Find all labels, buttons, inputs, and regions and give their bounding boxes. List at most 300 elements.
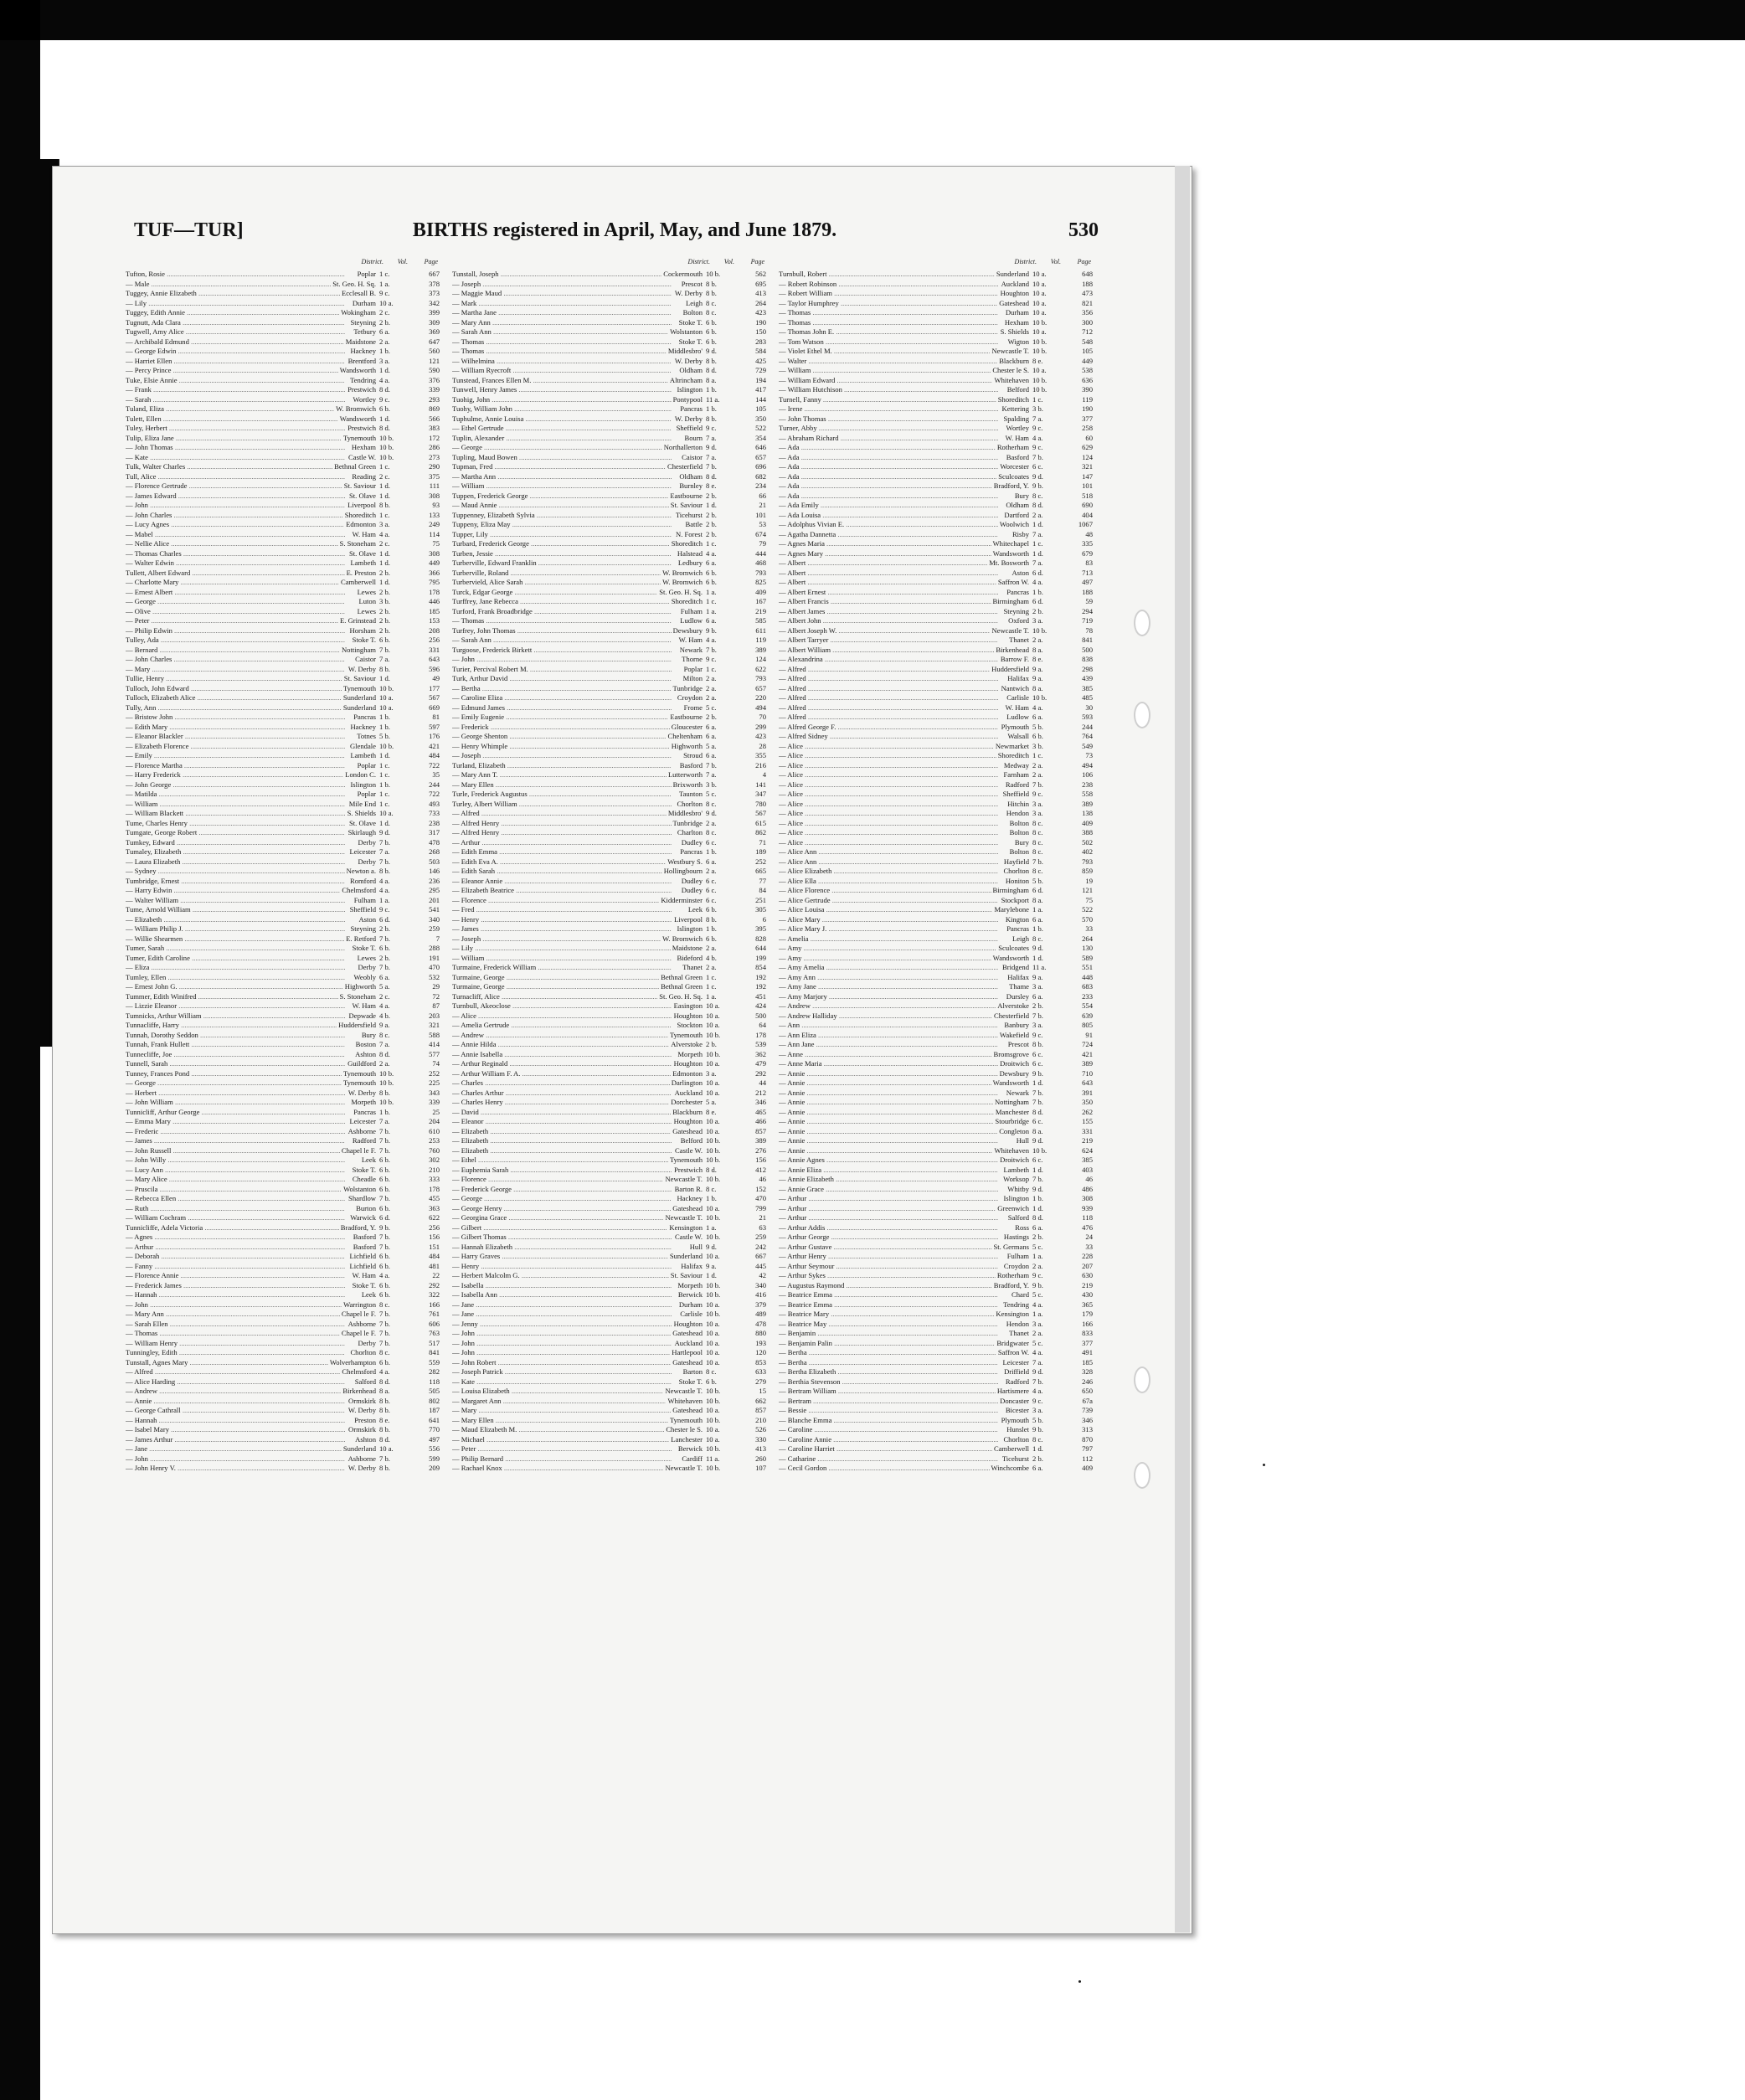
entry-volume: 2 a. — [706, 944, 717, 952]
entry-volume: 4 a. — [379, 886, 390, 894]
index-entry — [126, 877, 440, 887]
entry-page: 485 — [1082, 693, 1093, 702]
index-entry — [126, 674, 440, 684]
entry-district: Houghton — [673, 1117, 703, 1125]
entry-district: Stockport — [1001, 895, 1029, 904]
entry-district: Prestwich — [347, 385, 376, 394]
entry-volume: 11 a. — [706, 1454, 720, 1463]
entry-name: — Albert ..... — [779, 578, 998, 588]
entry-page: 79 — [759, 539, 766, 548]
entry-name: — Frederick James ..... — [126, 1281, 345, 1291]
index-entry — [779, 992, 1093, 1002]
entry-volume: 2 a. — [706, 683, 717, 692]
entry-page: 538 — [1082, 366, 1093, 374]
entry-district: Sculcoates — [998, 471, 1029, 481]
entry-district: Romford — [349, 876, 376, 885]
index-entry — [779, 723, 1093, 733]
index-entry — [452, 1387, 766, 1397]
entry-district: S. Shields — [347, 809, 376, 817]
entry-name: — Alice ..... — [779, 838, 998, 848]
entry-name: — Alice Harding ..... — [126, 1377, 345, 1387]
entry-name: — Bertha ..... — [779, 1348, 998, 1358]
entry-volume: 4 a. — [379, 876, 390, 885]
entry-name: — Elizabeth ..... — [452, 1127, 672, 1137]
entry-district: W. Ham — [1005, 433, 1029, 442]
entry-volume: 9 c. — [379, 394, 390, 404]
entry-district: W. Bromwich — [662, 934, 703, 943]
entry-volume: 2 a. — [379, 1059, 390, 1068]
entry-page: 413 — [755, 1444, 766, 1453]
index-entry — [452, 1069, 766, 1079]
entry-page: 189 — [755, 847, 766, 856]
index-entry — [126, 1387, 440, 1397]
entry-name: — Thomas ..... — [452, 337, 672, 347]
vol-header: Vol. — [723, 258, 734, 265]
index-entry — [779, 337, 1093, 347]
entry-volume: 10 a. — [706, 1338, 720, 1347]
index-entry — [779, 357, 1093, 367]
index-entry — [779, 780, 1093, 790]
entry-district: Radford — [1005, 780, 1029, 789]
entry-page: 724 — [1082, 1040, 1093, 1048]
index-entry — [452, 886, 766, 896]
entry-page: 212 — [755, 1088, 766, 1097]
entry-page: 383 — [429, 424, 440, 432]
entry-district: Gateshead — [672, 1203, 703, 1212]
entry-page: 478 — [429, 837, 440, 847]
entry-name: — Joseph Patrick ..... — [452, 1367, 672, 1377]
entry-name: — Arthur ..... — [779, 1204, 998, 1214]
entry-name: — Bertram ..... — [779, 1397, 998, 1407]
entry-district: Sunderland — [669, 1252, 703, 1260]
entry-district: Gateshead — [672, 1406, 703, 1414]
entry-district: Islington — [677, 924, 703, 933]
entry-page: 192 — [755, 972, 766, 981]
index-entry — [126, 270, 440, 280]
film-speck — [1078, 1980, 1081, 1983]
entry-name: — Gilbert ..... — [452, 1223, 672, 1233]
entry-name: — Rebecca Ellen ..... — [126, 1194, 345, 1204]
entry-district: Oldham — [1006, 501, 1029, 509]
entry-page: 242 — [755, 1242, 766, 1251]
entry-name: — Isabella Ann ..... — [452, 1290, 672, 1300]
entry-volume: 6 b. — [379, 1357, 390, 1367]
entry-volume: 7 a. — [1032, 414, 1043, 423]
entry-district: St. Olave — [349, 491, 376, 500]
entry-page: 203 — [429, 1011, 440, 1020]
entry-name: — Amy Jane ..... — [779, 982, 998, 992]
entry-district: Stoke T. — [352, 1280, 376, 1289]
entry-page: 59 — [1085, 597, 1093, 605]
entry-district: Tynemouth — [669, 1030, 703, 1039]
entry-page: 185 — [1082, 1357, 1093, 1367]
entry-volume: 8 c. — [706, 1184, 717, 1193]
entry-page: 48 — [1085, 529, 1093, 538]
entry-district: Winchcombe — [991, 1464, 1029, 1472]
entry-page: 362 — [755, 1049, 766, 1058]
entry-page: 321 — [1082, 462, 1093, 471]
index-entry — [779, 1300, 1093, 1310]
entry-district: Steyning — [350, 924, 376, 933]
entry-volume: 8 c. — [706, 799, 717, 808]
entry-name: — Andrew Halliday ..... — [779, 1011, 998, 1022]
entry-name: — Fanny ..... — [126, 1262, 345, 1272]
entry-name: Tumley, Ellen ..... — [126, 973, 345, 983]
entry-district: Middlesbro' — [667, 809, 703, 817]
index-entry — [452, 578, 766, 588]
entry-page: 862 — [755, 828, 766, 836]
entry-volume: 2 a. — [1032, 1329, 1043, 1337]
entry-page: 828 — [755, 934, 766, 943]
entry-district: Whitby — [1007, 1184, 1029, 1193]
entry-page: 409 — [1082, 1464, 1093, 1472]
index-entry — [779, 1136, 1093, 1146]
index-entry — [126, 578, 440, 588]
column-headers — [126, 258, 440, 270]
entry-page: 228 — [1082, 1252, 1093, 1260]
entry-district: W. Ham — [1005, 703, 1029, 712]
entry-name: — Arthur Gustave ..... — [779, 1243, 998, 1253]
entry-volume: 3 b. — [1032, 404, 1043, 413]
entry-volume: 1 c. — [706, 664, 717, 673]
index-entry — [452, 713, 766, 723]
entry-page: 599 — [429, 1454, 440, 1463]
entry-page: 293 — [429, 394, 440, 404]
entry-page: 166 — [429, 1300, 440, 1309]
index-entry — [779, 1078, 1093, 1089]
index-entry — [779, 847, 1093, 857]
index-entry — [126, 684, 440, 694]
entry-page: 83 — [1085, 558, 1093, 567]
entry-name: Turmaine, Frederick William ..... — [452, 963, 672, 973]
entry-name: Tulett, Ellen ..... — [126, 414, 345, 425]
entry-name: — Alice Ann ..... — [779, 857, 998, 867]
entry-volume: 6 b. — [379, 1290, 390, 1299]
index-entry — [126, 453, 440, 463]
entry-name: — Isabella ..... — [452, 1281, 672, 1291]
entry-district: Chester le S. — [666, 1425, 703, 1433]
entry-district: Hastings — [1003, 1233, 1029, 1241]
entry-district: Darlington — [671, 1078, 703, 1087]
entry-name: — Amy Ann ..... — [779, 973, 998, 983]
index-entry — [452, 1416, 766, 1426]
entry-name: — Laura Elizabeth ..... — [126, 857, 345, 867]
entry-volume: 10 b. — [1032, 1145, 1048, 1155]
entry-district: Dudley — [681, 886, 703, 894]
index-entry — [779, 1339, 1093, 1349]
entry-page: 77 — [759, 876, 766, 885]
entry-page: 330 — [755, 1434, 766, 1444]
index-entry — [779, 674, 1093, 684]
entry-district: Northallerton — [663, 443, 703, 451]
entry-volume: 10 b. — [706, 1415, 721, 1424]
entry-volume: 7 b. — [706, 462, 717, 471]
index-entry — [452, 954, 766, 964]
entry-page: 70 — [759, 713, 766, 721]
index-entry — [452, 703, 766, 713]
entry-volume: 10 a. — [706, 1059, 720, 1068]
entry-name: — Annie Grace ..... — [779, 1185, 998, 1195]
entry-name: — Arthur Reginald ..... — [452, 1059, 672, 1069]
entry-name: Turnbull, Akeoclose ..... — [452, 1001, 672, 1011]
entry-page: 559 — [429, 1357, 440, 1367]
entry-district: Houghton — [1000, 289, 1029, 297]
entry-name: — Beatrice Emma ..... — [779, 1290, 998, 1300]
entry-district: Leigh — [1011, 934, 1029, 943]
index-entry — [452, 1377, 766, 1387]
entry-name: Turk, Arthur David ..... — [452, 674, 672, 684]
entry-district: Hartlepool — [672, 1348, 703, 1356]
entry-district: N. Forest — [676, 529, 703, 538]
index-entry — [779, 1050, 1093, 1060]
index-entry — [779, 1281, 1093, 1291]
entry-name: — Annie ..... — [779, 1108, 998, 1118]
entry-page: 763 — [429, 1329, 440, 1337]
index-entry — [126, 665, 440, 675]
entry-page: 25 — [432, 1107, 440, 1116]
index-column-2 — [452, 258, 766, 1474]
entry-page: 185 — [429, 606, 440, 615]
entry-volume: 6 a. — [706, 722, 717, 731]
entry-district: Wortley — [353, 394, 376, 404]
entry-page: 629 — [1082, 443, 1093, 451]
entry-volume: 7 a. — [706, 452, 717, 461]
entry-volume: 9 d. — [706, 809, 717, 817]
index-entry — [126, 1454, 440, 1464]
entry-name: — Florence Gertrude ..... — [126, 481, 345, 492]
entry-volume: 10 b. — [706, 1444, 721, 1453]
entry-page: 505 — [429, 1387, 440, 1395]
entry-volume: 2 b. — [706, 1040, 717, 1048]
entry-page: 262 — [1082, 1107, 1093, 1116]
entry-district: Hull — [689, 1242, 703, 1251]
entry-page: 466 — [755, 1117, 766, 1125]
entry-district: Guildford — [347, 1059, 376, 1068]
entry-page: 445 — [755, 1261, 766, 1270]
entry-name: Tuggey, Edith Annie ..... — [126, 308, 345, 318]
entry-page: 119 — [1082, 394, 1093, 404]
index-entry — [126, 280, 440, 290]
entry-volume: 10 a. — [1032, 270, 1047, 278]
entry-volume: 9 d. — [1032, 1136, 1043, 1145]
entry-district: Warwick — [350, 1213, 376, 1222]
entry-page: 416 — [755, 1290, 766, 1299]
entry-page: 622 — [755, 664, 766, 673]
entry-page: 236 — [429, 876, 440, 885]
entry-page: 288 — [429, 944, 440, 952]
entry-name: — John Charles ..... — [126, 655, 345, 665]
entry-name: — George Henry ..... — [452, 1204, 672, 1214]
index-entry — [126, 915, 440, 925]
entry-district: Stroud — [683, 751, 703, 759]
entry-page: 639 — [1082, 1011, 1093, 1020]
entry-name: — William Hutchison ..... — [779, 385, 998, 395]
entry-district: Whitehaven — [994, 1145, 1029, 1155]
entry-volume: 3 a. — [1032, 982, 1043, 991]
index-entry — [779, 1464, 1093, 1474]
entry-volume: 6 d. — [1032, 568, 1043, 577]
entry-page: 719 — [1082, 616, 1093, 625]
entry-volume: 6 b. — [706, 905, 717, 914]
entry-page: 225 — [429, 1078, 440, 1087]
index-entry — [126, 1406, 440, 1416]
entry-name: — Annie ..... — [779, 1117, 998, 1127]
entry-volume: 1 c. — [379, 462, 390, 471]
entry-name: — Benjamin ..... — [779, 1329, 998, 1339]
entry-page: 244 — [1082, 722, 1093, 731]
index-entry — [779, 905, 1093, 915]
entry-page: 33 — [1085, 924, 1093, 933]
entry-page: 172 — [429, 433, 440, 442]
entry-name: — Caroline Annie ..... — [779, 1435, 998, 1445]
index-entry — [452, 1397, 766, 1407]
entry-page: 567 — [429, 693, 440, 702]
entry-volume: 8 e. — [1032, 356, 1043, 365]
entry-district: W. Derby — [347, 1406, 376, 1414]
index-entry — [452, 1050, 766, 1060]
entry-page: 21 — [759, 1213, 766, 1222]
entry-name: — Hannah ..... — [126, 1290, 345, 1300]
entry-district: Poplar — [357, 760, 376, 769]
entry-name: — Alice ..... — [779, 770, 998, 780]
entry-name: — Caroline Eliza ..... — [452, 693, 672, 703]
entry-volume: 1 b. — [379, 780, 390, 789]
entry-name: Tuke, Elsie Annie ..... — [126, 376, 345, 386]
index-entry — [126, 723, 440, 733]
entry-volume: 10 a. — [706, 1117, 720, 1125]
entry-page: 204 — [429, 1117, 440, 1125]
entry-district: Oldham — [679, 471, 703, 481]
entry-name: — Lily ..... — [126, 299, 345, 309]
entry-district: Ashton — [355, 1049, 376, 1058]
entry-district: Morpeth — [351, 1098, 376, 1106]
entry-volume: 10 a. — [706, 1252, 720, 1260]
entry-volume: 5 a. — [379, 982, 390, 991]
entry-name: — Ann Jane ..... — [779, 1040, 998, 1050]
index-entry — [452, 751, 766, 761]
entry-page: 91 — [1085, 1030, 1093, 1039]
entry-district: Caistor — [355, 655, 376, 663]
index-entry — [452, 404, 766, 414]
entry-volume: 1 b. — [1032, 1194, 1043, 1202]
entry-volume: 8 d. — [1032, 1107, 1043, 1116]
entry-name: — Alice Mary ..... — [779, 915, 998, 925]
entry-name: — Eliza ..... — [126, 963, 345, 973]
index-entry — [779, 1397, 1093, 1407]
index-entry — [126, 857, 440, 867]
entry-name: — Annie ..... — [779, 1136, 998, 1146]
entry-district: Nottingham — [994, 1098, 1029, 1106]
entry-page: 21 — [759, 501, 766, 509]
entry-volume: 8 c. — [1032, 491, 1043, 500]
index-entry — [779, 453, 1093, 463]
entry-page: 669 — [429, 703, 440, 712]
entry-volume: 8 b. — [379, 1406, 390, 1414]
entry-name: — Euphemia Sarah ..... — [452, 1166, 672, 1176]
entry-page: 308 — [429, 548, 440, 558]
entry-district: Whitechapel — [992, 539, 1029, 548]
entry-volume: 8 b. — [706, 289, 717, 297]
entry-volume: 2 b. — [1032, 1454, 1043, 1463]
entry-volume: 8 e. — [706, 1107, 717, 1116]
entry-volume: 7 b. — [1032, 1175, 1043, 1183]
index-entry — [126, 954, 440, 964]
index-entry — [452, 299, 766, 309]
index-entry — [779, 1156, 1093, 1166]
index-entry — [126, 1204, 440, 1214]
entry-page: 674 — [755, 529, 766, 538]
entry-name: — Amy ..... — [779, 954, 998, 964]
entry-name: — Annie ..... — [779, 1146, 998, 1156]
index-entry — [126, 838, 440, 848]
entry-page: 188 — [1082, 279, 1093, 288]
entry-name: Tuppeny, Eliza May ..... — [452, 520, 672, 530]
entry-page: 695 — [755, 279, 766, 288]
index-entry — [779, 713, 1093, 723]
entry-district: Wigton — [1007, 337, 1029, 346]
entry-district: Altrincham — [669, 375, 703, 384]
entry-volume: 10 b. — [379, 1068, 394, 1078]
entry-name: — George Cathrall ..... — [126, 1406, 345, 1416]
entry-page: 187 — [429, 1406, 440, 1414]
entry-volume: 1 a. — [379, 279, 390, 288]
microfilm-border-top — [0, 0, 1745, 40]
entry-district: Ecclesall B. — [341, 289, 376, 297]
entry-name: — Male ..... — [126, 280, 345, 290]
index-entry — [126, 1233, 440, 1243]
entry-volume: 6 c. — [1032, 1049, 1043, 1058]
entry-volume: 1 d. — [379, 491, 390, 500]
entry-district: Sunderland — [342, 693, 376, 702]
page-header: Page — [424, 258, 438, 265]
entry-name: — Annie ..... — [779, 1127, 998, 1137]
entry-page: 78 — [1085, 625, 1093, 635]
entry-district: Spalding — [1003, 414, 1029, 423]
entry-page: 517 — [429, 1338, 440, 1347]
index-entry — [452, 530, 766, 540]
entry-page: 854 — [755, 963, 766, 971]
entry-name: — Thomas John E. ..... — [779, 327, 998, 337]
entry-volume: 5 b. — [1032, 1415, 1043, 1424]
index-entry — [126, 1377, 440, 1387]
entry-district: Leicester — [349, 1117, 376, 1125]
entry-name: — Pruscila ..... — [126, 1185, 345, 1195]
entry-page: 354 — [755, 433, 766, 442]
entry-district: Dudley — [681, 876, 703, 885]
entry-name: — Charles Arthur ..... — [452, 1089, 672, 1099]
entry-volume: 10 b. — [706, 1175, 721, 1183]
entry-name: — Charles Henry ..... — [452, 1098, 672, 1108]
index-column-3 — [779, 258, 1093, 1474]
entry-page: 33 — [1085, 1242, 1093, 1251]
entry-volume: 2 b. — [379, 606, 390, 615]
entry-page: 146 — [429, 867, 440, 875]
entry-page: 494 — [755, 703, 766, 712]
entry-page: 821 — [1082, 298, 1093, 307]
entry-district: Birkenhead — [342, 1387, 376, 1395]
entry-volume: 7 b. — [379, 1145, 390, 1155]
entry-name: — Amelia Gertrude ..... — [452, 1021, 672, 1031]
index-entry — [779, 790, 1093, 800]
entry-name: — Albert William ..... — [779, 646, 998, 656]
entry-page: 339 — [429, 1098, 440, 1106]
entry-page: 44 — [759, 1078, 766, 1087]
entry-name: — William ..... — [452, 481, 672, 492]
entry-page: 333 — [429, 1175, 440, 1183]
page-edge-shadow — [1175, 166, 1190, 1933]
entry-page: 662 — [755, 1396, 766, 1405]
entry-name: — James ..... — [126, 1136, 345, 1146]
